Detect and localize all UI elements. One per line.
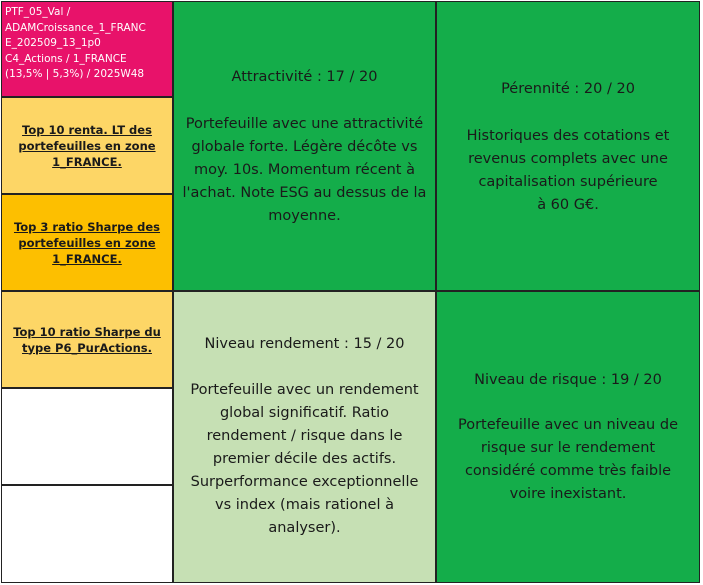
portfolio-header-line: ADAMCroissance_1_FRANC (5, 21, 146, 34)
ranking-line: 1_FRANCE. (52, 251, 122, 266)
desc-line: risque sur le rendement (480, 440, 656, 456)
desc-line: vs index (mais rationel à (215, 497, 394, 513)
score-title: Niveau de risque : 19 / 20 (474, 372, 662, 388)
desc-line: premier décile des actifs. (212, 451, 397, 467)
empty-cell (1, 485, 173, 583)
desc-line: moy. 10s. Momentum récent à (193, 162, 415, 178)
ranking-top3-sharpe (1, 194, 173, 291)
desc-line: l'achat. Note ESG au dessus de la (182, 185, 427, 201)
desc-line: Historiques des cotations et (466, 128, 670, 144)
ranking-top10-sharpe-type (1, 291, 173, 388)
score-description (441, 414, 695, 506)
desc-line: moyenne. (268, 208, 341, 224)
ranking-line: Top 10 ratio Sharpe du (13, 324, 161, 339)
score-title: Pérennité : 20 / 20 (501, 81, 635, 97)
empty-cell (1, 388, 173, 485)
score-rendement (173, 291, 436, 583)
portfolio-header (1, 1, 173, 97)
desc-line: considéré comme très faible (464, 463, 672, 479)
desc-line: Portefeuille avec une attractivité (185, 116, 424, 132)
portfolio-header-line: PTF_05_Val / (5, 6, 71, 18)
desc-line: revenus complets avec une (468, 151, 668, 167)
desc-line: global significatif. Ratio (219, 405, 390, 421)
portfolio-header-line: (13,5% | 5,3%) / 2025W48 (5, 68, 145, 81)
desc-line: Portefeuille avec un niveau de (458, 417, 678, 433)
desc-line: globale forte. Légère décôte vs (191, 139, 418, 155)
desc-line: à 60 G€. (537, 197, 599, 213)
portfolio-header-line: C4_Actions / 1_FRANCE (5, 52, 127, 65)
desc-line: Portefeuille avec un rendement (190, 382, 419, 398)
score-description (441, 125, 695, 217)
ranking-line: Top 10 renta. LT des (22, 122, 152, 137)
ranking-line: type P6_PurActions. (22, 340, 152, 355)
desc-line: voire inexistant. (509, 486, 627, 502)
desc-line: Surperformance exceptionnelle (190, 474, 419, 490)
ranking-top10-renta (1, 97, 173, 194)
score-risque (436, 291, 700, 583)
score-description (178, 113, 431, 228)
ranking-line: portefeuilles en zone (18, 138, 156, 153)
score-title: Niveau rendement : 15 / 20 (204, 336, 405, 352)
desc-line: analyser). (268, 520, 341, 536)
ranking-line: portefeuilles en zone (18, 235, 156, 250)
desc-line: capitalisation supérieure (478, 174, 658, 190)
score-attractivite (173, 1, 436, 291)
ranking-line: 1_FRANCE. (52, 154, 122, 169)
ranking-line: Top 3 ratio Sharpe des (13, 219, 161, 234)
score-perennite (436, 1, 700, 291)
score-title: Attractivité : 17 / 20 (231, 69, 378, 85)
portfolio-header-line: E_202509_13_1p0 (5, 37, 101, 50)
desc-line: rendement / risque dans le (206, 428, 403, 444)
score-description (178, 379, 431, 540)
